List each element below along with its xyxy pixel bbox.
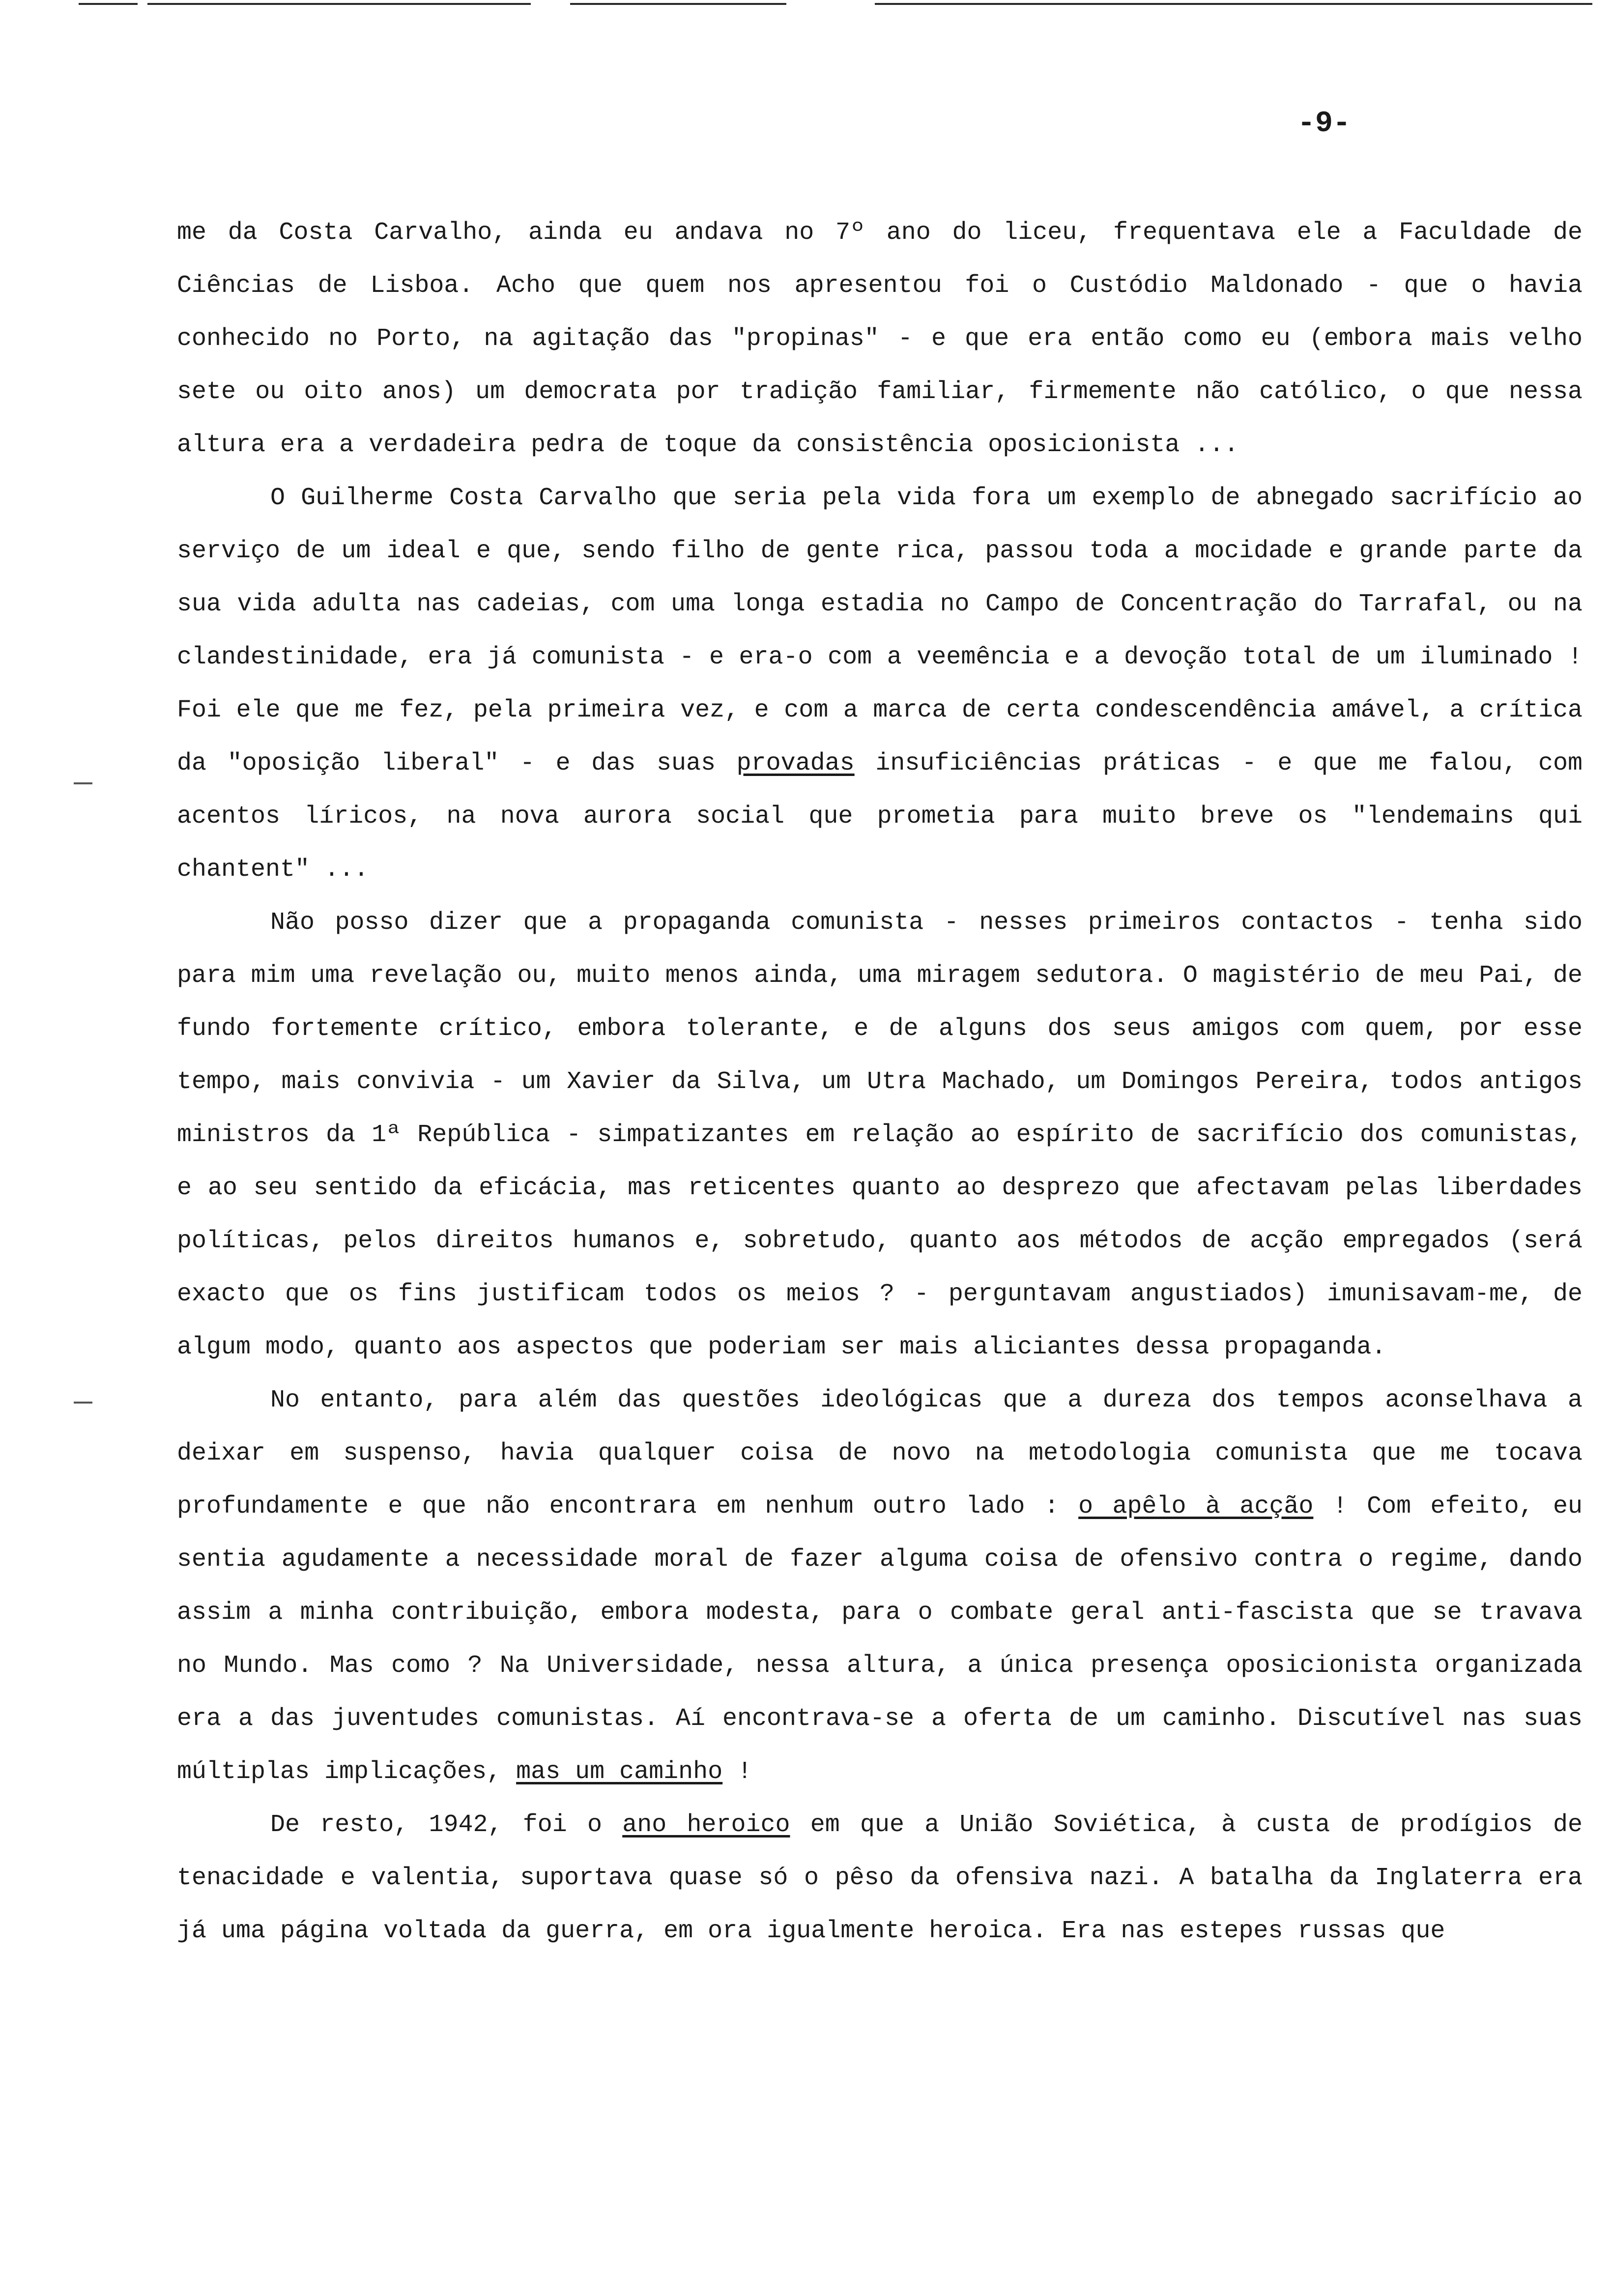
text-run: O Guilherme Costa Carvalho que seria pela vida fora um exemplo de abnegado sacrifício ao serviço de um ideal e que, sendo filho de gente rica, passou toda a mocidade e grande parte da sua vida adulta nas cadeias, com uma longa estadia no Campo de Concentração do Tarrafal, ou na clandestinidade, era já comunista - e era-o com a veemência e a devoção total de um iluminado ! Foi ele que me fez, pela primeira vez, e com a marca de certa condescendência amável, a crítica da "oposição liberal" - e das suas	[177, 484, 1583, 777]
typewritten-body	[177, 206, 1583, 1958]
text-run: No entanto, para além das questões ideológicas que a dureza dos tempos aconselhava a deixar em suspenso, havia qualquer coisa de novo na metodologia comunista que me tocava profundamente e que não encontrara em nenhum outro lado :	[177, 1386, 1583, 1521]
top-rule-right	[875, 3, 1592, 5]
underlined-phrase: mas um caminho	[516, 1758, 723, 1786]
underlined-phrase: provadas	[736, 749, 855, 777]
page-number: -9-	[1297, 107, 1351, 141]
text-run: ! Com efeito, eu sentia agudamente a necessidade moral de fazer alguma coisa de ofensivo contra o regime, dando assim a minha contribuição, embora modesta, para o combate geral anti-fascista que se travava no Mundo. Mas como ? Na Universidade, nessa altura, a única presença oposicionista organizada era a das juventudes comunistas. Aí encontrava-se a oferta de um caminho. Discutível nas suas múltiplas implicações,	[177, 1492, 1583, 1786]
paragraph-1	[177, 206, 1583, 472]
text-run: me da Costa Carvalho, ainda eu andava no 7º ano do liceu, frequentava ele a Faculdade de Ciências de Lisboa. Acho que quem nos apresentou foi o Custódio Maldonado - que o havia conhecido no Porto, na agitação das "propinas" - e que era então como eu (embora mais velho sete ou oito anos) um democrata por tradição familiar, firmemente não católico, o que nessa altura era a verdadeira pedra de toque da consistência oposicionista ...	[177, 219, 1583, 459]
top-rule-mid	[147, 3, 531, 5]
margin-tick-upper	[74, 782, 92, 784]
paragraph-2	[177, 472, 1583, 896]
text-run: insuficiências práticas - e que me falou, com acentos líricos, na nova aurora social que prometia para muito breve os "lendemains qui chantent" ...	[177, 749, 1583, 884]
underlined-phrase: ano heroico	[622, 1811, 790, 1839]
text-run: em que a União Soviética, à custa de prodígios de tenacidade e valentia, suportava quase só o pêso da ofensiva nazi. A batalha da Inglaterra era já uma página voltada da guerra, em ora igualmente heroica. Era nas estepes russas que	[177, 1811, 1583, 1945]
top-rule-center	[570, 3, 786, 5]
underlined-phrase: o apêlo à acção	[1078, 1492, 1314, 1521]
paragraph-3	[177, 896, 1583, 1374]
text-run: Não posso dizer que a propaganda comunista - nesses primeiros contactos - tenha sido para mim uma revelação ou, muito menos ainda, uma miragem sedutora. O magistério de meu Pai, de fundo fortemente crítico, embora tolerante, e de alguns dos seus amigos com quem, por esse tempo, mais convivia - um Xavier da Silva, um Utra Machado, um Domingos Pereira, todos antigos ministros da 1ª República - simpatizantes em relação ao espírito de sacrifício dos comunistas, e ao seu sentido da eficácia, mas reticentes quanto ao desprezo que afectavam pelas liberdades políticas, pelos direitos humanos e, sobretudo, quanto aos métodos de acção empregados (será exacto que os fins justificam todos os meios ? - perguntavam angustiados) imunisavam-me, de algum modo, quanto aos aspectos que poderiam ser mais aliciantes dessa propaganda.	[177, 909, 1583, 1361]
text-run: !	[722, 1758, 752, 1786]
margin-tick-lower	[74, 1402, 92, 1404]
top-rule-left	[79, 3, 138, 5]
text-run: De resto, 1942, foi o	[270, 1811, 623, 1839]
paragraph-4	[177, 1374, 1583, 1799]
paragraph-5	[177, 1799, 1583, 1958]
